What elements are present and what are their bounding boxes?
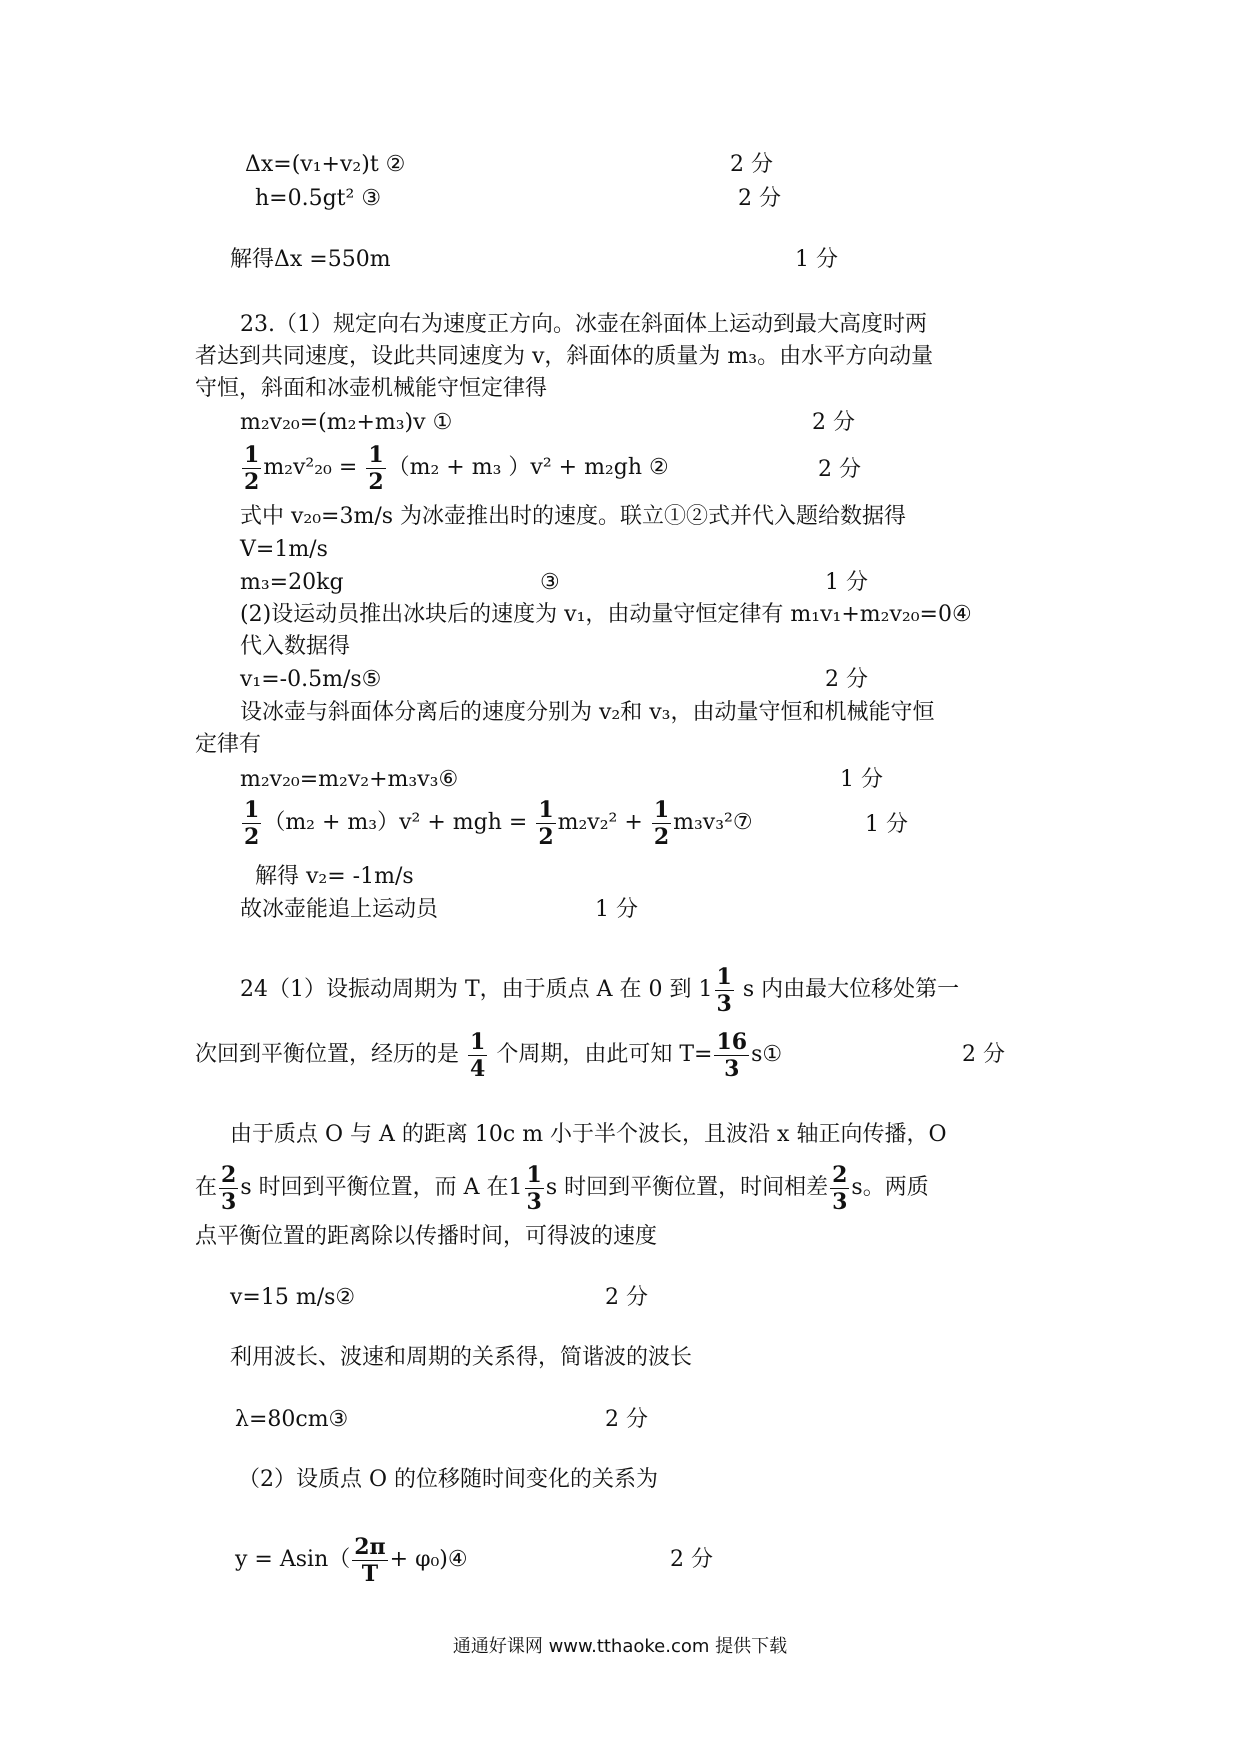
q23-part2-text: 定律有 (195, 732, 262, 757)
mixed-fraction: 1 $\frac{1}{3}$ (698, 963, 732, 1017)
mixed-fraction: 1 $\frac{1}{3}$ (508, 1161, 542, 1215)
score: 1 分 (825, 570, 868, 595)
q23-part2-text: (2)设运动员推出冰块后的速度为 v₁，由动量守恒定律有 m₁v₁+m₂v₂₀=0④ (240, 602, 972, 627)
score: 1 分 (795, 247, 838, 272)
q24-part2-text: （2）设质点 O 的位移随时间变化的关系为 (238, 1467, 659, 1492)
circle-number: ③ (540, 570, 560, 595)
q24-text: 在 $\frac{2}{3}$ s 时回到平衡位置，而 A 在1 $\frac{1}{3}$ s 时回到平衡位置，时间相差 $\frac{2}{3}$ s。两质 (195, 1158, 929, 1218)
eq-energy-2: $\frac{1}{2}$ （m₂ + m₃）v² + mgh = $\frac{1}{2}$ m₂v₂² + $\frac{1}{2}$ m₃v₃²⑦ (244, 796, 753, 850)
fraction: $\frac{2\pi}{T}$ (354, 1533, 386, 1587)
fraction: $\frac{1}{2}$ (538, 796, 554, 850)
result-m3: m₃=20kg (240, 570, 344, 595)
score: 2 分 (605, 1407, 648, 1432)
score: 2 分 (605, 1285, 648, 1310)
score: 2 分 (818, 457, 861, 482)
q24-text: 24（1）设振动周期为 T，由于质点 A 在 0 到 1 $\frac{1}{3}$ s 内由最大位移处第一 (240, 960, 959, 1020)
result-delta-x: 解得Δx =550m (230, 247, 391, 272)
score: 2 分 (670, 1547, 713, 1572)
conclusion: 故冰壶能追上运动员 (240, 897, 439, 922)
eq-momentum-2: m₂v₂₀=m₂v₂+m₃v₃⑥ (240, 767, 459, 792)
eq-h: h=0.5gt² ③ (255, 186, 382, 211)
result-v2: 解得 v₂= -1m/s (255, 864, 414, 889)
fraction: $\frac{2}{3}$ (221, 1161, 237, 1215)
eq-energy: $\frac{1}{2}$ m₂v²₂₀ = $\frac{1}{2}$ （m₂ + m₃ ）v² + m₂gh ② (244, 441, 669, 495)
result-wave-speed: v=15 m/s② (230, 1285, 356, 1310)
eq-momentum: m₂v₂₀=(m₂+m₃)v ① (240, 410, 453, 435)
score: 2 分 (825, 667, 868, 692)
q23-part2-text: 代入数据得 (240, 634, 351, 659)
result-v1: v₁=-0.5m/s⑤ (240, 667, 382, 692)
score: 1 分 (840, 767, 883, 792)
q23-text: 者达到共同速度，设此共同速度为 v，斜面体的质量为 m₃。由水平方向动量 (195, 344, 934, 369)
eq-delta-x: Δx=(v₁+v₂)t ② (245, 152, 406, 177)
q24-text: 次回到平衡位置，经历的是 $\frac{1}{4}$ 个周期，由此可知 T= $\frac{16}{3}$ s① (195, 1028, 783, 1082)
eq-displacement: y = Asin（ $\frac{2\pi}{T}$ + φ₀)④ (235, 1533, 468, 1587)
fraction: $\frac{2}{3}$ (832, 1161, 848, 1215)
score: 2 分 (812, 410, 855, 435)
q24-text: 点平衡位置的距离除以传播时间，可得波的速度 (195, 1224, 658, 1249)
fraction: $\frac{1}{2}$ (244, 796, 260, 850)
q23-text: 守恒，斜面和冰壶机械能守恒定律得 (195, 376, 548, 401)
score: 1 分 (595, 897, 638, 922)
fraction: $\frac{1}{2}$ (244, 441, 260, 495)
fraction: $\frac{1}{4}$ (470, 1028, 486, 1082)
page-footer: 通通好课网 www.tthaoke.com 提供下载 (452, 1636, 788, 1657)
q24-text: 利用波长、波速和周期的关系得，简谐波的波长 (230, 1345, 693, 1370)
score: 2 分 (738, 186, 781, 211)
score: 2 分 (730, 152, 773, 177)
q24-text: 由于质点 O 与 A 的距离 10c m 小于半个波长，且波沿 x 轴正向传播，O (230, 1122, 947, 1147)
fraction: $\frac{1}{2}$ (368, 441, 384, 495)
fraction: $\frac{1}{2}$ (653, 796, 670, 850)
score: 2 分 (962, 1042, 1005, 1067)
result-wavelength: λ=80cm③ (235, 1407, 349, 1432)
fraction: $\frac{16}{3}$ (716, 1028, 748, 1082)
q23-text: 式中 v₂₀=3m/s 为冰壶推出时的速度。联立①②式并代入题给数据得 (240, 504, 907, 529)
q23-text: 23.（1）规定向右为速度正方向。冰壶在斜面体上运动到最大高度时两 (240, 312, 927, 337)
q23-part2-text: 设冰壶与斜面体分离后的速度分别为 v₂和 v₃，由动量守恒和机械能守恒 (240, 700, 935, 725)
score: 1 分 (865, 812, 908, 837)
result-v: V=1m/s (240, 537, 328, 562)
